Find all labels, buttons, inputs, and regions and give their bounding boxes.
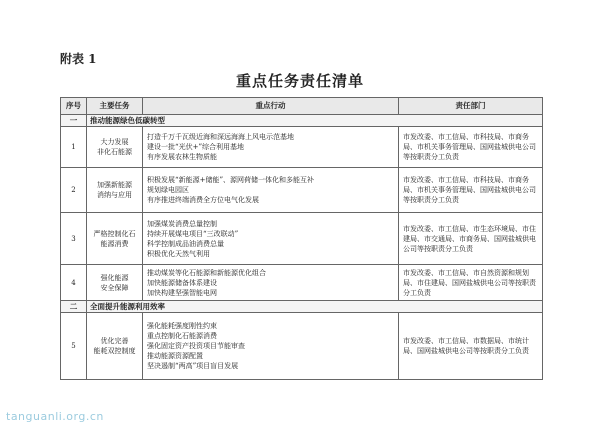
watermark: tanguanli.org.cn (6, 410, 104, 423)
action-item: 加强煤炭消费总量控制 (147, 219, 217, 228)
action-item: 打造千万千瓦级近海和深远海海上风电示范基地 (147, 133, 294, 141)
row-dept: 市发改委、市工信局、市自然资源和规划局、市住建局、国网盐城供电公司等按职责分工负责 (399, 265, 543, 301)
action-item: 坚决遏制“两高”项目盲目发展 (147, 362, 239, 370)
row-dept: 市发改委、市工信局、市科技局、市商务局、市机关事务管理局、国网盐城供电公司等按职责分工负责 (399, 127, 543, 168)
table-row (61, 213, 543, 265)
document-title: 重点任务责任清单 (235, 72, 364, 90)
table-row (61, 168, 543, 213)
section-title: 推动能源绿色低碳转型 (87, 115, 543, 127)
row-seq: 3 (61, 213, 87, 265)
header-seq: 序号 (61, 98, 87, 115)
header-dept: 责任部门 (399, 98, 543, 115)
responsibility-table (60, 97, 543, 380)
action-item: 推动煤炭等化石能源和新能源优化组合 (147, 268, 266, 277)
row-seq: 2 (61, 168, 87, 213)
section-row (61, 301, 543, 313)
row-seq: 1 (61, 127, 87, 168)
table-row (61, 313, 543, 380)
row-task: 优化完善 能耗双控制度 (87, 313, 143, 380)
table-row (61, 265, 543, 301)
row-actions (143, 168, 399, 213)
header-task: 主要任务 (87, 98, 143, 115)
row-dept: 市发改委、市工信局、市科技局、市商务局、市机关事务管理局、国网盐城供电公司等按职责分工负责 (399, 168, 543, 213)
row-actions (143, 213, 399, 265)
row-actions (143, 127, 399, 168)
row-task: 严格控制化石 能源消费 (87, 213, 143, 265)
action-item: 积极优化天然气利用 (147, 249, 210, 258)
action-item: 强化能耗强度刚性约束 (147, 322, 217, 330)
row-actions (143, 265, 399, 301)
action-item: 推动能源资源配置 (147, 352, 203, 360)
action-item: 强化固定资产投资项目节能审查 (147, 342, 245, 350)
action-item: 科学控制成品油消费总量 (147, 239, 224, 248)
row-task: 大力发展 非化石能源 (87, 127, 143, 168)
action-item: 加快能源储备体系建设 (147, 278, 217, 287)
attachment-label: 附表 1 (60, 52, 97, 66)
action-item: 有序发展农林生物质能 (147, 153, 217, 161)
table-row (61, 127, 543, 168)
action-item: 加快构建坚强智能电网 (147, 288, 217, 297)
action-item: 建设一批“光伏+”综合利用基地 (147, 143, 245, 151)
row-task: 加强新能源 消纳与应用 (87, 168, 143, 213)
action-item: 重点控制化石能源消费 (147, 332, 217, 340)
row-actions (143, 313, 399, 380)
row-dept: 市发改委、市工信局、市生态环境局、市住建局、市交通局、市商务局、国网盐城供电公司等按职责分工负责 (399, 213, 543, 265)
action-item: 积极发展“新能源+储能”、源网荷储一体化和多能互补 (147, 176, 315, 184)
section-number: 一 (61, 115, 87, 127)
table-header-row (61, 98, 543, 115)
row-seq: 5 (61, 313, 87, 380)
section-row (61, 115, 543, 127)
action-item: 持续开展煤电项目“三改联动” (147, 229, 239, 238)
header-action: 重点行动 (143, 98, 399, 115)
section-number: 二 (61, 301, 87, 313)
row-task: 强化能源 安全保障 (87, 265, 143, 301)
action-item: 有序推进终端消费全方位电气化发展 (147, 196, 259, 204)
section-title: 全面提升能源利用效率 (87, 301, 543, 313)
action-item: 规划绿电园区 (147, 186, 189, 194)
row-seq: 4 (61, 265, 87, 301)
row-dept: 市发改委、市工信局、市数据局、市统计局、国网盐城供电公司等按职责分工负责 (399, 313, 543, 380)
